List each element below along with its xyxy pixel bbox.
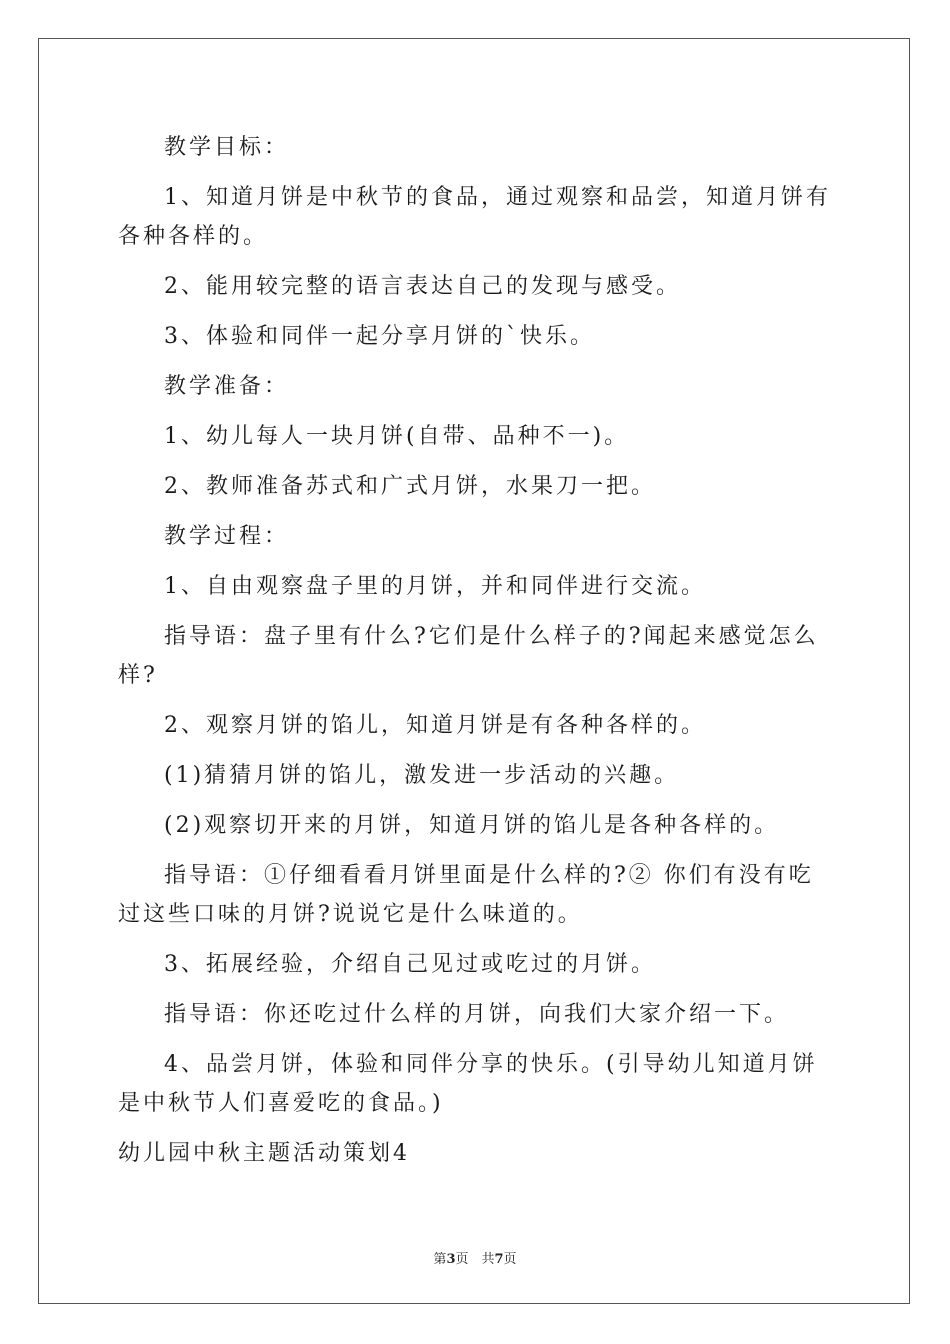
process-step-2-sub-1: (1)猜猜月饼的馅儿，激发进一步活动的兴趣。 — [164, 763, 680, 788]
document-body — [118, 128, 838, 1184]
page-footer — [0, 1248, 950, 1267]
heading-teaching-goals: 教学目标： — [164, 135, 290, 160]
process-step-2-sub-2: (2)观察切开来的月饼，知道月饼的馅儿是各种各样的。 — [164, 813, 780, 838]
footer-suffix: 页 — [503, 1252, 517, 1267]
preparation-item-2: 2、教师准备苏式和广式月饼，水果刀一把。 — [164, 474, 656, 499]
footer-total-pages: 7 — [494, 1252, 504, 1267]
process-step-4: 4、品尝月饼，体验和同伴分享的快乐。(引导幼儿知道月饼是中秋节人们喜爱吃的食品。) — [118, 1052, 818, 1116]
process-step-1: 1、自由观察盘子里的月饼，并和同伴进行交流。 — [164, 574, 706, 599]
heading-teaching-preparation: 教学准备： — [164, 374, 290, 399]
guidance-3: 指导语：你还吃过什么样的月饼，向我们大家介绍一下。 — [164, 1002, 790, 1027]
process-step-2: 2、观察月饼的馅儿，知道月饼是有各种各样的。 — [164, 713, 706, 738]
footer-prefix: 第 — [433, 1252, 447, 1267]
heading-teaching-process: 教学过程： — [164, 524, 290, 549]
guidance-2: 指导语：①仔细看看月饼里面是什么样的?② 你们有没有吃过这些口味的月饼?说说它是什么味道的。 — [118, 863, 814, 927]
preparation-item-1: 1、幼儿每人一块月饼(自带、品种不一)。 — [164, 424, 630, 449]
footer-mid: 页 共 — [455, 1252, 495, 1267]
section-title-plan-4: 幼儿园中秋主题活动策划4 — [118, 1141, 410, 1166]
goal-item-2: 2、能用较完整的语言表达自己的发现与感受。 — [164, 274, 681, 299]
goal-item-1: 1、知道月饼是中秋节的食品，通过观察和品尝，知道月饼有各种各样的。 — [118, 185, 831, 249]
footer-current-page: 3 — [446, 1252, 456, 1267]
process-step-3: 3、拓展经验，介绍自己见过或吃过的月饼。 — [164, 952, 656, 977]
guidance-1: 指导语：盘子里有什么?它们是什么样子的?闻起来感觉怎么样? — [118, 624, 819, 688]
goal-item-3: 3、体验和同伴一起分享月饼的`快乐。 — [164, 324, 595, 349]
